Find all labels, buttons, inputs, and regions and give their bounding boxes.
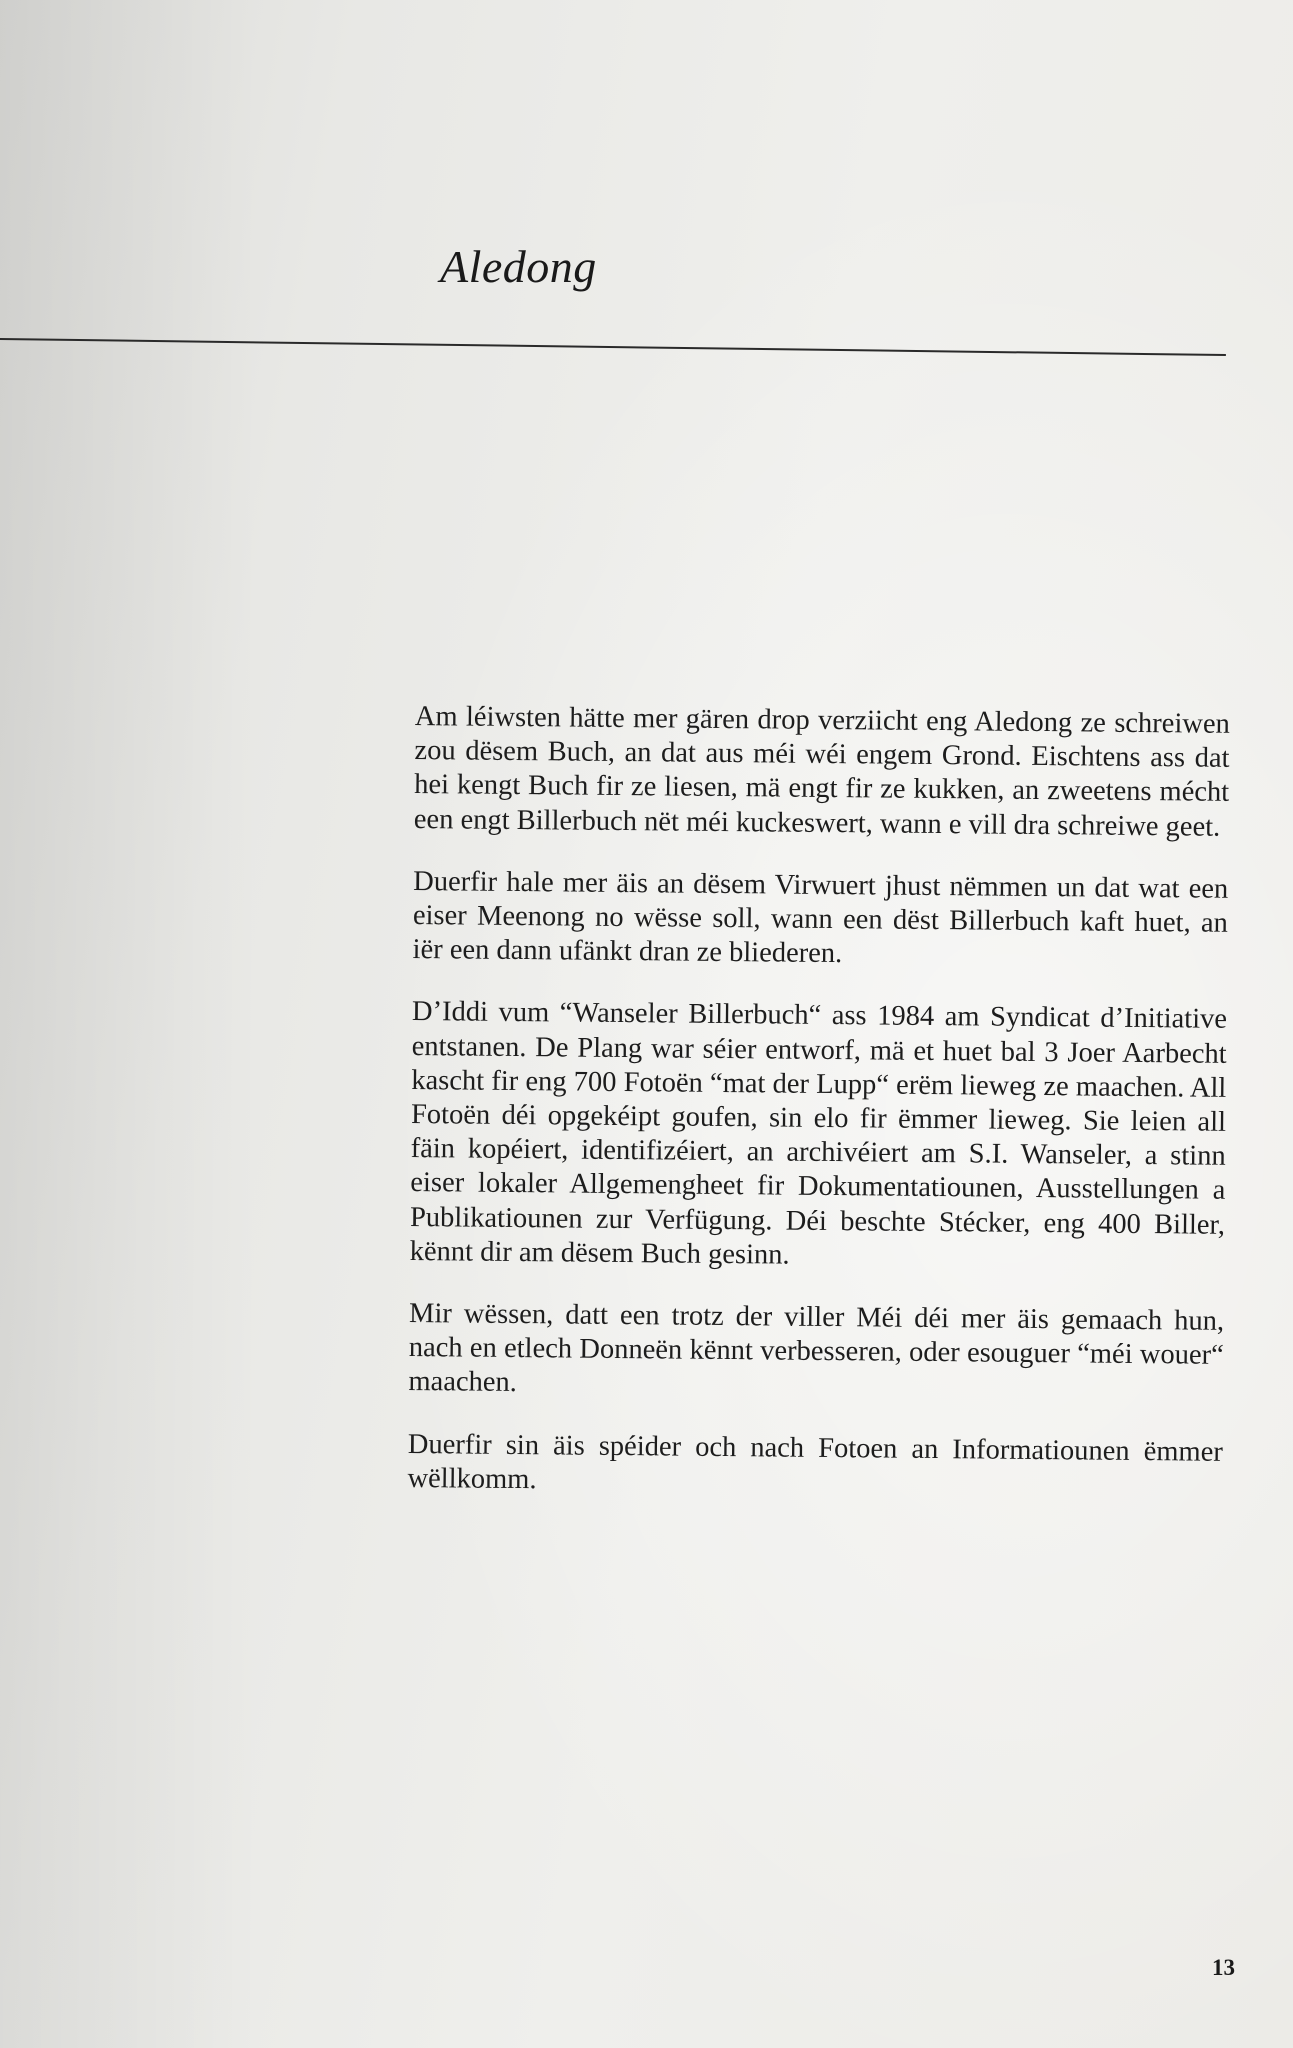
page-number: 13: [1212, 1955, 1235, 1980]
paragraph-1: Am léiwsten hätte mer gären drop verziicht eng Aledong ze schreiwen zou dësem Buch, an dat aus méi wéi engem Grond. Eischtens ass dat hei kengt Buch fir ze liesen, mä engt fir ze kukken, an zweetens mécht een engt Billerbuch nët méi kuckeswert, wann e vill dra schreiwe geet.: [413, 700, 1230, 843]
paragraph-3: D’Iddi vum “Wanseler Billerbuch“ ass 1984 am Syndicat d’Initiative entstanen. De Plang war séier entworf, mä et huet bal 3 Joer Aarbecht kascht fir eng 700 Fotoën “mat der Lupp“ erëm lieweg ze maachen. All Fotoën déi opgekéipt goufen, sin elo fir ëmmer lieweg. Sie leien all fäin kopéiert, identifizéiert, an archivéiert am S.I. Wanseler, a stinn eiser lokaler Allgemengheet fir Dokumentatiounen, Ausstellungen a Publikatiounen zur Verfügung. Déi beschte Stécker, eng 400 Biller, kënnt dir am dësem Buch gesinn.: [409, 996, 1228, 1271]
page-title: Aledong: [440, 241, 597, 292]
paragraph-2: Duerfir hale mer äis an dësem Virwuert jhust nëmmen un dat wat een eiser Meenong no wësse soll, wann een dëst Billerbuch kaft huet, an iër een dann ufänkt dran ze bliederen.: [412, 865, 1229, 970]
paragraph-4: Mir wëssen, datt een trotz der viller Méi déi mer äis gemaach hun, nach en etlech Donneën kënnt verbesseren, oder esouguer “méi wouer“ maachen.: [408, 1298, 1225, 1399]
body-text: [407, 700, 1230, 1532]
paragraph-5: Duerfir sin äis spéider och nach Fotoen an Informatiounen ëmmer wëllkomm.: [407, 1428, 1223, 1496]
page-shadow: [0, 0, 260, 2048]
